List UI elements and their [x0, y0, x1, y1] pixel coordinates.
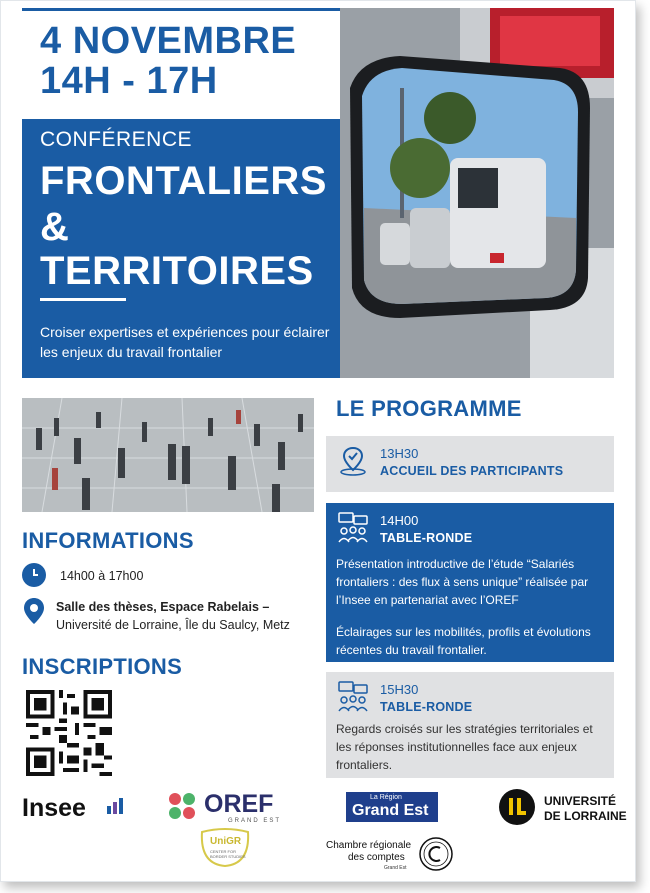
event-type: CONFÉRENCE: [40, 128, 193, 151]
oref-mark-icon: [166, 790, 198, 822]
insee-logo: [22, 794, 86, 823]
region-small-label: La Région: [370, 794, 402, 801]
hero-mirror-photo: [340, 8, 614, 378]
location-target-icon: [336, 444, 370, 478]
univ-line-1: UNIVERSITÉ: [544, 794, 617, 808]
programme-title-2: TABLE-RONDE: [380, 531, 473, 545]
chambre-seal-icon: [418, 836, 454, 872]
programme-time-2: 14H00: [380, 513, 419, 528]
univ-line-2: DE LORRAINE: [544, 809, 627, 823]
discussion-group-icon: [336, 511, 370, 545]
unigr-logo: [198, 828, 252, 868]
insee-bars-icon: [106, 796, 124, 814]
title-divider: [40, 298, 126, 301]
unigr-wordmark: UniGR: [210, 836, 242, 847]
discussion-group-icon: [336, 680, 370, 714]
programme-text-3: Regards croisés sur les stratégies territoriales et les réponses institutionnelles face aux enjeux frontaliers.: [336, 722, 593, 772]
event-hours: 14h00 à 17h00: [60, 569, 144, 583]
title-line-3: TERRITOIRES: [40, 249, 314, 293]
programme-heading: LE PROGRAMME: [336, 396, 522, 421]
registration-qr-code[interactable]: [26, 690, 112, 776]
date-box: [22, 8, 340, 119]
chambre-comptes-logo: [324, 836, 464, 876]
programme-card-2: [326, 503, 614, 662]
oref-logo: [166, 790, 282, 827]
chambre-line-3: Grand Est: [384, 865, 407, 871]
venue-address: Université de Lorraine, Île du Saulcy, Metz: [56, 618, 290, 632]
programme-time-3: 15H30: [380, 682, 419, 697]
region-big-label: Grand Est: [352, 802, 429, 819]
programme-card-1: [326, 436, 614, 492]
region-grand-est-logo: [346, 792, 438, 822]
inscriptions-heading: INSCRIPTIONS: [22, 654, 183, 679]
unigr-subtitle: CENTER FOR BORDER STUDIES: [210, 849, 246, 859]
chambre-line-2: des comptes: [348, 852, 405, 863]
event-time: 14H - 17H: [40, 60, 218, 102]
ul-emblem-icon: [498, 788, 536, 826]
programme-title-1: ACCUEIL DES PARTICIPANTS: [380, 464, 564, 478]
event-date: 4 NOVEMBRE: [40, 20, 297, 62]
oref-subtitle: GRAND EST: [228, 818, 282, 824]
programme-text-2a: Présentation introductive de l’étude “Salariés frontaliers : des flux à sens unique” réalisée par l’Insee en partenariat avec l’OREF: [336, 557, 589, 607]
programme-card-3: [326, 672, 614, 778]
title-line-1: FRONTALIERS: [40, 159, 327, 203]
crowd-photo: [22, 398, 314, 512]
oref-wordmark: OREF: [204, 790, 274, 818]
tagline: Croiser expertises et expériences pour éclairer les enjeux du travail frontalier: [40, 324, 330, 360]
clock-icon: [22, 563, 46, 587]
location-pin-icon: [24, 598, 44, 624]
programme-title-3: TABLE-RONDE: [380, 700, 473, 714]
venue-name: Salle des thèses, Espace Rabelais –: [56, 600, 270, 614]
unigr-badge-icon: [198, 828, 252, 868]
programme-text-2b: Éclairages sur les mobilités, profils et évolutions récentes du travail frontalier.: [336, 625, 591, 657]
chambre-line-1: Chambre régionale: [326, 840, 412, 851]
universite-lorraine-logo: [498, 788, 627, 831]
informations-heading: INFORMATIONS: [22, 528, 194, 553]
title-line-2: &: [40, 205, 70, 249]
insee-wordmark: Insee: [22, 794, 86, 822]
programme-time-1: 13H30: [380, 446, 419, 461]
